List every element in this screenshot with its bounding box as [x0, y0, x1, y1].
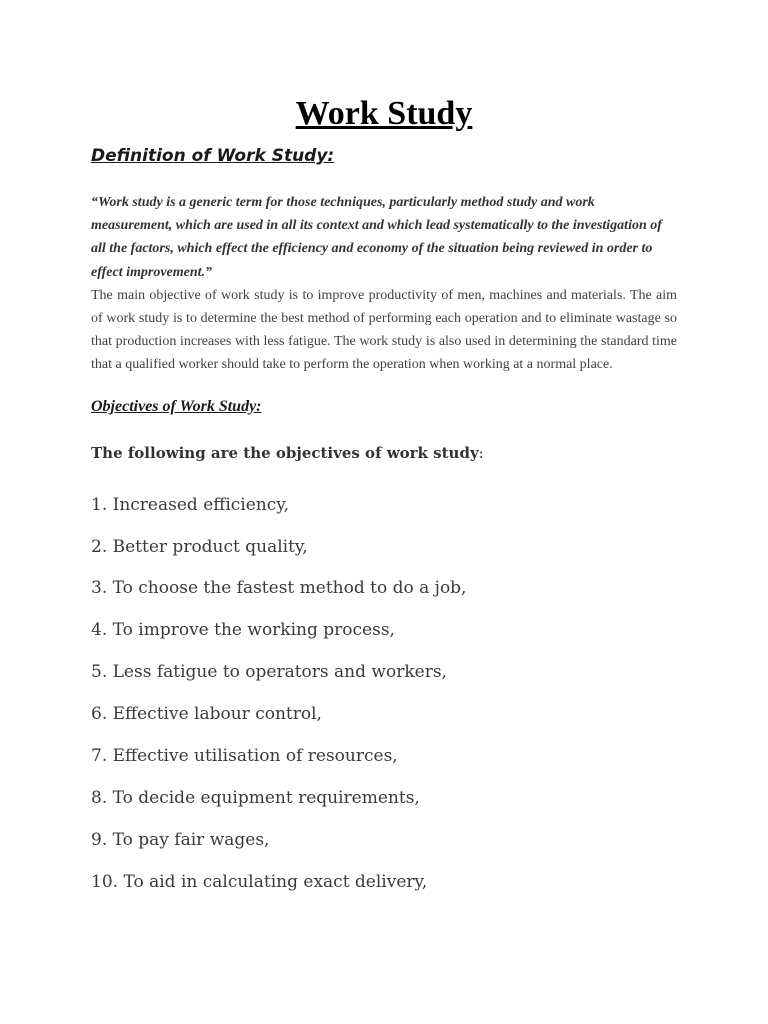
objectives-heading: Objectives of Work Study:: [91, 397, 262, 415]
page-title: Work Study: [295, 95, 473, 132]
list-item: 5. Less fatigue to operators and workers,: [91, 662, 447, 683]
definition-quote: “Work study is a generic term for those techniques, particularly method study and work measurement, which are used in all its context and which lead systematically to the investigation of all the factors, which effect the efficiency and economy of the situation being reviewed in order to effect improvement.”: [91, 195, 662, 280]
list-item: 8. To decide equipment requirements,: [91, 787, 420, 808]
list-item: 1. Increased efficiency,: [91, 494, 290, 515]
list-item: 7. Effective utilisation of resources,: [91, 745, 398, 766]
list-item: 9. To pay fair wages,: [91, 829, 270, 850]
definition-heading: Definition of Work Study:: [91, 146, 335, 166]
list-item: 3. To choose the fastest method to do a job,: [91, 578, 467, 599]
list-item: 6. Effective labour control,: [91, 704, 322, 725]
list-item: 4. To improve the working process,: [91, 620, 395, 641]
objectives-list: [91, 493, 677, 895]
objectives-lead-colon: :: [478, 443, 484, 462]
list-item: 2. Better product quality,: [91, 536, 308, 557]
objectives-lead: [91, 441, 677, 465]
objective-paragraph: The main objective of work study is to improve productivity of men, machines and materials. The aim of work study is to determine the best method of performing each operation and to eliminate wastage so that production increases with less fatigue. The work study is also used in determining the standard time that a qualified worker should take to perform the operation when working at a normal place.: [91, 287, 677, 373]
list-item: 10. To aid in calculating exact delivery,: [91, 871, 428, 892]
objectives-lead-text: The following are the objectives of work study: [91, 443, 479, 462]
